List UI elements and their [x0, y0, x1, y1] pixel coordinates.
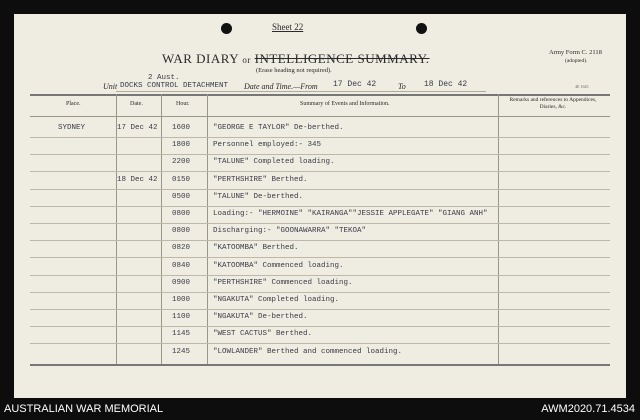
- col-divider: [207, 94, 208, 364]
- cell-date: 18 Dec 42: [117, 175, 158, 184]
- cell-hour: 0840: [172, 261, 191, 270]
- cell-summary: "NGAKUTA" De-berthed.: [213, 313, 308, 322]
- cell-summary: "WEST CACTUS" Berthed.: [213, 330, 313, 339]
- unit-line1: 2 Aust.: [148, 74, 180, 82]
- row-rule: [30, 309, 610, 310]
- row-rule: [30, 154, 610, 155]
- title-or: or: [242, 55, 251, 65]
- cell-summary: "PERTHSHIRE" Commenced loading.: [213, 278, 353, 287]
- table-bottom-rule: [30, 364, 610, 366]
- sheet-label: Sheet 22: [272, 22, 304, 32]
- cell-hour: 2200: [172, 158, 191, 167]
- col-divider: [161, 94, 162, 364]
- unit-label: Unit: [103, 82, 118, 91]
- row-rule: [30, 257, 610, 258]
- cell-hour: 0500: [172, 192, 191, 201]
- form-number: 4E 1645: [575, 84, 589, 89]
- to-label: To: [398, 82, 406, 91]
- unit-underline: [116, 91, 486, 92]
- cell-summary: Discharging:- "GOONAWARRA" "TEKOA": [213, 227, 367, 236]
- date-time-label: Date and Time.—From: [244, 82, 318, 91]
- col-header-hour: Hour.: [176, 101, 190, 107]
- cell-date: 17 Dec 42: [117, 124, 158, 132]
- cell-hour: 1000: [172, 296, 191, 304]
- cell-hour: 1800: [172, 141, 191, 150]
- row-rule: [30, 275, 610, 276]
- header-bottom-rule: [30, 116, 610, 117]
- col-divider: [498, 94, 499, 364]
- date-from: 17 Dec 42: [333, 80, 377, 89]
- row-rule: [30, 343, 610, 344]
- cell-summary: Personnel employed:- 345: [213, 141, 322, 150]
- adopted-label: (adopted).: [565, 58, 588, 64]
- col-header-remarks: Remarks and references to Appendices, Diaries, &c.: [509, 97, 597, 110]
- unit-value: DOCKS CONTROL DETACHMENT: [120, 82, 229, 90]
- date-to: 18 Dec 42: [424, 80, 468, 89]
- cell-hour: 1145: [172, 330, 191, 339]
- cell-summary: "NGAKUTA" Completed loading.: [213, 296, 340, 304]
- cell-hour: 0900: [172, 278, 191, 287]
- row-rule: [30, 206, 610, 207]
- cell-summary: "GEORGE E TAYLOR" De-berthed.: [213, 124, 344, 132]
- cell-summary: Loading:- "HERMOINE" "KAIRANGA""JESSIE APPLEGATE" "GIANG ANH": [213, 210, 488, 218]
- footer-bar: [0, 400, 640, 420]
- title-struck: INTELLIGENCE SUMMARY.: [254, 51, 430, 66]
- cell-summary: "KATOOMBA" Berthed.: [213, 244, 299, 253]
- table-top-rule: [30, 94, 610, 96]
- cell-hour: 0800: [172, 210, 191, 218]
- col-divider: [116, 94, 117, 364]
- cell-summary: "TALUNE" Completed loading.: [213, 158, 335, 167]
- cell-summary: "PERTHSHIRE" Berthed.: [213, 175, 308, 184]
- cell-hour: 0820: [172, 244, 191, 253]
- cell-hour: 1100: [172, 313, 191, 322]
- row-rule: [30, 171, 610, 172]
- row-rule: [30, 326, 610, 327]
- cell-summary: "TALUNE" De-berthed.: [213, 192, 304, 201]
- row-rule: [30, 223, 610, 224]
- footer-accession-number: AWM2020.71.4534: [541, 403, 635, 415]
- cell-summary: "KATOOMBA" Commenced loading.: [213, 261, 344, 270]
- footer-credit: AUSTRALIAN WAR MEMORIAL: [4, 403, 164, 415]
- punch-hole: [416, 23, 427, 34]
- row-rule: [30, 189, 610, 190]
- punch-hole: [221, 23, 232, 34]
- title-war-diary: WAR DIARY: [162, 51, 239, 66]
- page-title: [162, 51, 430, 67]
- cell-summary: "LOWLANDER" Berthed and commenced loading.: [213, 347, 403, 356]
- cell-hour: 0150: [172, 175, 191, 184]
- erase-note: (Erase heading not required).: [256, 67, 332, 74]
- col-header-date: Date.: [130, 101, 143, 107]
- col-header-place: Place.: [66, 101, 81, 107]
- army-form-label: Army Form C. 2118: [549, 49, 602, 56]
- cell-place: SYDNEY: [58, 124, 86, 132]
- row-rule: [30, 240, 610, 241]
- row-rule: [30, 137, 610, 138]
- row-rule: [30, 292, 610, 293]
- cell-hour: 1600: [172, 124, 191, 132]
- cell-hour: 0800: [172, 227, 191, 236]
- col-header-summary: Summary of Events and Information.: [300, 101, 390, 107]
- cell-hour: 1245: [172, 347, 191, 356]
